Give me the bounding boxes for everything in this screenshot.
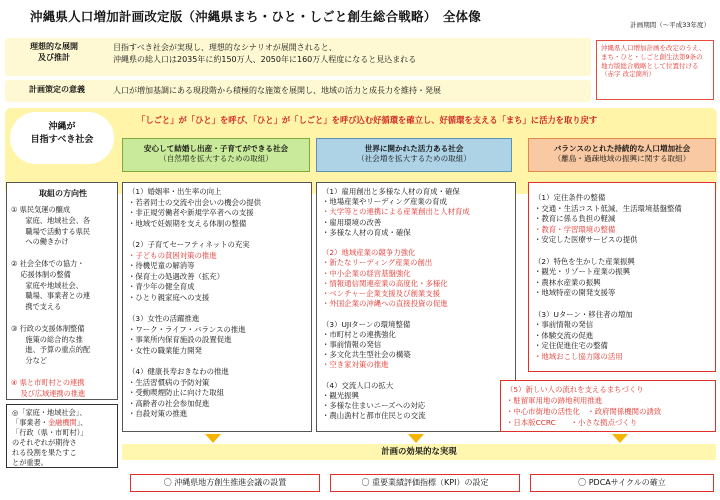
list-item: ・観光・リゾート産業の振興 <box>534 267 631 277</box>
list-item: ・定住促進住宅の整備 <box>534 341 608 351</box>
list-item: ・地場産業やリーディング産業の育成 <box>322 197 447 207</box>
list-item: ・体験交流の促進 <box>534 330 594 340</box>
list-item: ・青少年の健全育成 <box>128 282 195 292</box>
pillar-subtitle: （自然増を拡大するための取組） <box>159 154 273 164</box>
ideal-label-line2: 及び推計 <box>38 52 70 62</box>
direction-item: 施策の総合的な推 <box>11 334 83 344</box>
list-item: ・新たなリーディング産業の創出 <box>322 258 433 268</box>
list-item: ・自殺対策の推進 <box>128 409 188 419</box>
pillar-subtitle: （社会増を拡大するための取組） <box>357 154 471 164</box>
list-item: ・多様な住まいニーズへの対応 <box>322 401 426 411</box>
list-item <box>128 229 306 240</box>
roles-note <box>6 404 118 468</box>
section-heading: （1）雇用創出と多様な人材の育成・確保 <box>322 187 460 196</box>
arrow-down-icon <box>408 434 424 443</box>
list-item: ・市町村との連携強化 <box>322 329 396 339</box>
ideal-label-line1: 理想的な展開 <box>30 42 78 51</box>
ideal-text <box>113 42 416 65</box>
direction-item: 進、予算の重点的配 <box>11 345 91 355</box>
significance-text: 人口が増加基調にある現段階から積極的な施策を展開し、地域の活力と成長力を維持・発展 <box>113 86 441 95</box>
direction-item: 応援体制の整備 <box>11 269 71 279</box>
direction-item: 携で支える <box>11 302 62 312</box>
section-heading: （5）新しい人の流れを支えるまちづくり <box>506 385 644 394</box>
list-item: ・保育士の処遇改善（拡充） <box>128 271 225 281</box>
significance-row <box>5 80 591 102</box>
section-heading: （2）子育てセーフティネットの充実 <box>128 239 250 249</box>
list-item: ・非正規労働者や新規学卒者への支援 <box>128 208 254 218</box>
list-item: ・外国企業の沖縄への直接投資の促進 <box>322 299 448 309</box>
ideal-line2: 沖縄県の総人口は2035年に約150万人、2050年に160万人程度になると見込まれる <box>113 54 417 64</box>
pillar-title: バランスのとれた持続的な人口増加社会 <box>553 144 691 153</box>
ideal-label <box>9 42 99 64</box>
list-item: ・受動喫煙防止に向けた取組 <box>128 388 225 398</box>
title-bar <box>0 0 720 30</box>
pillar-subtitle: （離島・過疎地域の振興に関する取組） <box>553 154 691 164</box>
section-heading: （3）UJIターンの環境整備 <box>322 319 411 329</box>
social-increase-panel <box>316 182 516 432</box>
direction-item: 分など <box>11 356 47 366</box>
pillar-social-increase <box>316 138 512 172</box>
list-item <box>322 309 510 319</box>
list-item: ・地域おこし協力隊の活用 <box>534 351 623 361</box>
council-item: 〇 沖縄県地方創生推進会議の設置 <box>130 474 320 492</box>
list-item: ・事業所内保育施設の設置促進 <box>128 335 232 345</box>
direction-item <box>11 248 13 259</box>
list-item: ・空き家対策の推進 <box>322 360 389 370</box>
list-item: ・事前情報の発信 <box>534 320 594 330</box>
direction-item: ② 社会全体での協力・ <box>11 259 85 268</box>
list-item: ・高齢者の社会参加促進 <box>128 398 210 408</box>
list-item: ・生活習慣病の予防対策 <box>128 377 210 387</box>
note-line: 「事業者・金融機関」、 <box>12 417 88 427</box>
list-item: ・地域特産の開発支援等 <box>534 288 616 298</box>
direction-item: への働きかけ <box>11 237 69 247</box>
list-item: ・多様な人材の育成・確保 <box>322 227 411 237</box>
town-development-panel <box>500 380 716 432</box>
list-item: ・大学等との連携による産業創出と人材育成 <box>322 207 470 217</box>
section-heading: （3）女性の活躍推進 <box>128 314 200 324</box>
ideal-row <box>5 38 591 76</box>
arrow-down-icon <box>205 434 221 443</box>
goal-oval <box>10 112 114 164</box>
direction-item <box>11 313 13 324</box>
list-item: ・農林水産業の振興 <box>534 277 601 287</box>
list-item: ・ワーク・ライフ・バランスの推進 <box>128 324 246 334</box>
list-item: ・雇用環境の改善 <box>322 217 382 227</box>
list-item: ・女性の職業能力開発 <box>128 345 202 355</box>
list-item: ・子どもの貧困対策の推進 <box>128 250 217 260</box>
island-promotion-panel <box>528 182 716 372</box>
page-title: 沖縄県人口増加計画改定版（沖縄県まち・ひと・しごと創生総合戦略） 全体像 <box>30 9 481 24</box>
list-item <box>128 357 306 368</box>
list-item: ・中小企業の経営基盤強化 <box>322 268 411 278</box>
list-item: ・駐留軍用地の跡地利用推進 <box>506 396 603 405</box>
note-highlight: 金融機関 <box>47 417 77 427</box>
goal-line1: 沖縄が <box>48 122 76 132</box>
list-item: ・若者同士の交流や出会いの機会の提供 <box>128 197 262 207</box>
list-item: ・教育に係る負担の軽減 <box>534 214 616 224</box>
pillar-title: 安心して結婚し出産・子育てができる社会 <box>143 144 289 153</box>
pillar-title: 世界に開かれた活力ある社会 <box>364 144 464 153</box>
direction-item: 家庭、地域社会、各 <box>11 215 91 225</box>
natural-increase-panel <box>122 182 312 432</box>
note-line: とが重要。 <box>12 457 48 467</box>
direction-title: 取組の方向性 <box>39 189 87 198</box>
plan-period: 計画期間（～平成33年度） <box>630 21 710 29</box>
list-item <box>534 299 710 310</box>
kpi-item: 〇 重要業績評価指標（KPI）の設定 <box>330 474 520 492</box>
arrow-down-icon <box>612 434 628 443</box>
note-line: ◎「家庭・地域社会」、 <box>12 408 87 417</box>
list-item: ・待機児童の解消等 <box>128 261 195 271</box>
direction-item: ④ 県と市町村との連携 <box>11 377 85 387</box>
section-heading: （1）婚姻率・出生率の向上 <box>128 187 222 196</box>
list-item: ・多文化共生型社会の構築 <box>322 350 411 360</box>
list-item: ・ベンチャー企業支援及び創業支援 <box>322 289 441 299</box>
section-heading: （3）Uターン・移住者の増加 <box>534 309 633 319</box>
direction-item: 職場で活動する県民 <box>11 226 91 236</box>
list-item <box>534 246 710 257</box>
significance-label: 計画策定の意義 <box>29 85 85 94</box>
implementation-title: 計画の効果的な実現 <box>381 446 457 456</box>
implementation-bar <box>122 444 716 460</box>
list-item: ・事前情報の発信 <box>322 340 382 350</box>
list-item <box>322 238 510 248</box>
ideal-line1: 目指すべき社会が実現し、理想的なシナリオが展開されると、 <box>113 43 337 52</box>
section-heading: （4）健康長寿おきなわの推進 <box>128 367 229 377</box>
direction-box <box>6 182 118 400</box>
direction-item: 及び広域連携の推進 <box>11 388 86 398</box>
list-item: ・地域で妊娠期を支える体制の整備 <box>128 218 247 228</box>
list-item <box>128 304 306 315</box>
direction-item: ① 県民気運の醸成 <box>11 205 71 214</box>
pdca-item: 〇 PDCAサイクルの確立 <box>530 474 714 492</box>
goal-line2: 目指すべき社会 <box>30 135 94 146</box>
pillar-natural-increase <box>122 138 310 172</box>
list-item: ・教育・学習環境の整備 <box>534 224 616 234</box>
section-heading: （1）定住条件の整備 <box>534 193 606 202</box>
revision-note: 沖縄県人口増加計画を改定のうえ、まち・ひと・しごと創生法第9条の地方版総合戦略として位置付ける（赤字 改定箇所） <box>596 40 714 100</box>
list-item <box>322 371 510 381</box>
list-item: ・交通・生活コスト低減、生活環境基盤整備 <box>534 203 682 213</box>
list-item: ・中心市街地の活性化 ・政府関係機関の誘致 <box>506 407 662 416</box>
section-heading: （2）地域産業の競争力強化 <box>322 248 416 258</box>
section-heading: （2）特色を生かした産業振興 <box>534 256 635 266</box>
list-item: ・農山漁村と都市住民との交流 <box>322 411 426 421</box>
list-item: ・観光振興 <box>322 391 359 401</box>
section-heading: （4）交流人口の拡大 <box>322 380 394 390</box>
direction-item <box>11 367 13 378</box>
direction-item: 職場、事業者との連 <box>11 291 91 301</box>
direction-item: ③ 行政の支援体制整備 <box>11 323 85 333</box>
list-item: ・ひとり親家庭への支援 <box>128 292 210 302</box>
pillar-balanced <box>528 138 716 172</box>
list-item: ・日本版CCRC ・小さな拠点づくり <box>506 418 638 427</box>
note-line: のそれぞれが期待さ <box>12 437 77 447</box>
note-line: れる役割を果たすこ <box>12 447 77 457</box>
banner-text: 「しごと」が「ひと」を呼び、「ひと」が「しごと」を呼び込む好循環を確立し、好循環を支える「まち」に活力を取り戻す <box>137 115 598 125</box>
list-item: ・情報通信関連産業の高度化・多様化 <box>322 278 448 288</box>
list-item: ・安定した医療サービスの提供 <box>534 235 638 245</box>
direction-item: 家庭や地域社会、 <box>11 280 83 290</box>
note-line: 「行政（県・市町村）」 <box>12 427 88 437</box>
